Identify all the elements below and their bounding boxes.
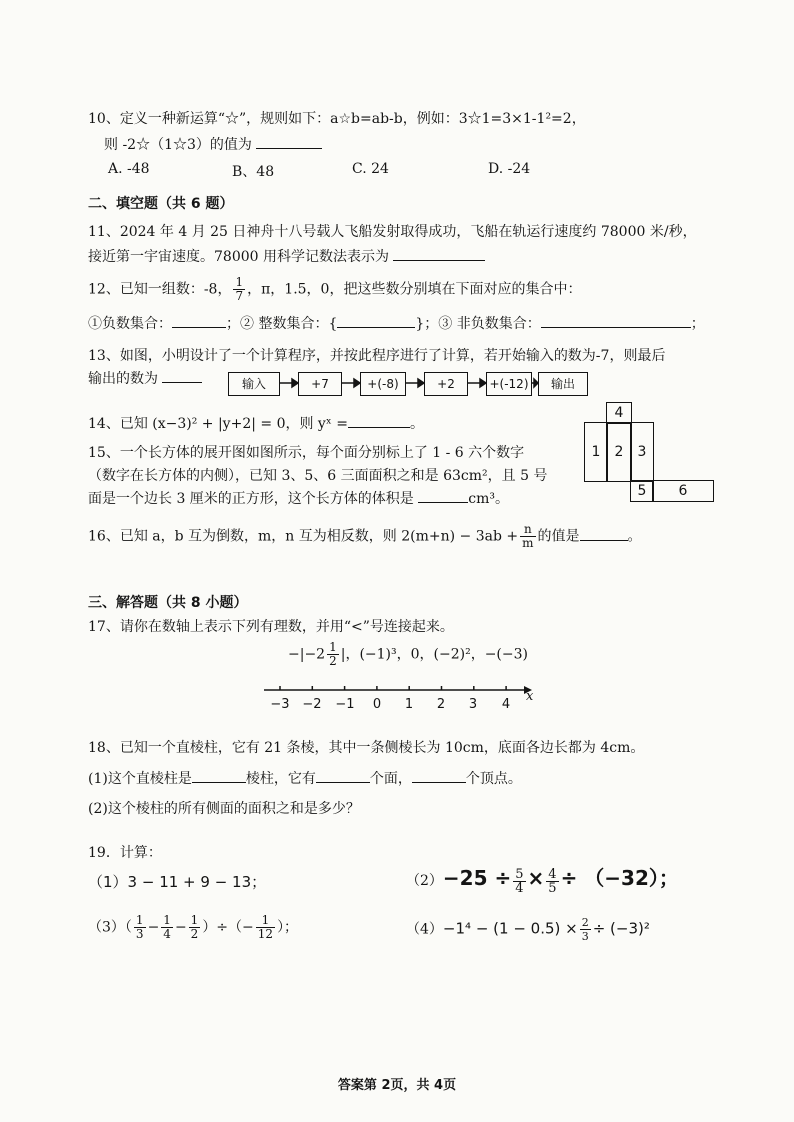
- q10-option-a[interactable]: A. -48: [108, 161, 150, 177]
- q17-frac-num: 1: [329, 640, 337, 654]
- q15-line2: （数字在长方体的内侧），已知 3、5、6 三面面积之和是 63cm²，且 5 号: [88, 468, 548, 484]
- net-face-6: 6: [652, 480, 714, 502]
- q19-title: 19．计算：: [88, 845, 162, 861]
- q19-part3: [88, 914, 298, 941]
- q17-num-rest: |，(−1)³，0，(−2)²，−(−3): [340, 646, 528, 663]
- frac-den: 5: [548, 880, 557, 896]
- q18-p1c: 个面，: [369, 771, 412, 787]
- tick-label: 4: [501, 697, 511, 712]
- q10-option-b[interactable]: B、48: [232, 164, 275, 180]
- q19-p3-label: （3）（: [88, 919, 132, 936]
- axis-label-x: x: [526, 689, 534, 704]
- tick-label: 0: [372, 697, 382, 712]
- q10-line1: 10、定义一种新运算“☆”，规则如下：a☆b=ab-b，例如：3☆1=3×1-1²=2，: [88, 111, 586, 127]
- q19-p4-label: （4）: [406, 921, 443, 938]
- q18-part2: (2)这个棱柱的所有侧面的面积之和是多少？: [88, 801, 360, 817]
- tick-label: 3: [468, 697, 478, 712]
- frac-num: 1: [190, 913, 199, 927]
- net-face-1: 1: [584, 422, 608, 482]
- frac-den: 2: [190, 927, 199, 941]
- q10-answer-blank[interactable]: [256, 148, 322, 149]
- q19-part4: [406, 916, 650, 943]
- q19-p3-end: ）；: [277, 919, 299, 936]
- net-face-4: 4: [606, 402, 632, 424]
- q11-line1: 11、2024 年 4 月 25 日神舟十八号载人飞船发射取得成功，飞船在轨运行速度约 78000 米/秒，: [88, 224, 697, 240]
- q18-text: 18、已知一个直棱柱，它有 21 条棱，其中一条侧棱长为 10cm，底面各边长都为 4cm。: [88, 740, 645, 756]
- q11-line2: [88, 246, 485, 266]
- flow-step-sub8: +(-8): [360, 372, 406, 396]
- frac-den: 12: [257, 927, 274, 941]
- tick-label: 2: [436, 697, 446, 712]
- q12-fraction: [233, 276, 245, 303]
- q15-line1: 15、一个长方体的展开图如图所示，每个面分别标上了 1 - 6 六个数字: [88, 445, 525, 461]
- q18-prism-type-blank[interactable]: [192, 782, 246, 783]
- q12-set3-label: ；③ 非负数集合：: [424, 316, 541, 332]
- q19-p2-a: −25 ÷: [442, 866, 512, 890]
- net-face-3: 3: [630, 422, 654, 482]
- tick-label: 1: [404, 697, 414, 712]
- section3-title: 三、解答题（共 8 小题）: [88, 595, 248, 611]
- frac-num: 1: [256, 914, 275, 928]
- net-face-5: 5: [630, 480, 654, 502]
- q15-line3: [88, 488, 509, 508]
- q19-p3-frac2: [161, 914, 173, 941]
- q13-line2: [88, 368, 202, 388]
- q10-option-d[interactable]: D. -24: [488, 161, 531, 177]
- q15-answer-blank[interactable]: [418, 502, 468, 503]
- q17-text: 17、请你在数轴上表示下列有理数，并用“<”号连接起来。: [88, 619, 454, 635]
- q12-set1-blank[interactable]: [172, 327, 226, 328]
- q16-fraction: [520, 523, 535, 550]
- q13-line1: 13、如图，小明设计了一个计算程序，并按此程序进行了计算，若开始输入的数为-7，则最后: [88, 348, 666, 364]
- q11-answer-blank[interactable]: [393, 260, 485, 261]
- q10-option-c[interactable]: C. 24: [352, 161, 389, 177]
- q19-p3-mid: ）÷（−: [202, 919, 254, 936]
- q16-answer-blank[interactable]: [580, 540, 628, 541]
- q12-suffix: ，π，1.5，0，把这些数分别填在下面对应的集合中：: [247, 281, 582, 298]
- q19-p3-frac1: [134, 914, 146, 941]
- q19-p2-frac2: [546, 868, 558, 895]
- q19-p3-frac3: [189, 914, 201, 941]
- q19-p2-b: ×: [527, 866, 545, 890]
- q14-end: 。: [409, 416, 424, 432]
- q17-num-prefix: −|−2: [288, 646, 326, 663]
- q12-set3-end: ；: [690, 316, 705, 332]
- q16-frac-den: m: [522, 536, 534, 550]
- section2-title: 二、填空题（共 6 题）: [88, 196, 234, 212]
- q12-line1: [88, 276, 581, 303]
- q12-set2-close: }: [415, 316, 425, 332]
- q18-p1d: 个顶点。: [465, 771, 522, 787]
- q19-p4-frac: [580, 916, 591, 943]
- q19-p2-label: （2）: [406, 873, 443, 889]
- net-face-2: 2: [606, 422, 632, 482]
- flow-step-sub12: +(-12): [486, 372, 532, 396]
- q12-set1-label: ①负数集合：: [88, 316, 172, 332]
- q18-faces-blank[interactable]: [316, 782, 370, 783]
- q12-set2-open: {: [328, 316, 338, 332]
- q15-prompt: 面是一个边长 3 厘米的正方形，这个长方体的体积是: [88, 491, 414, 507]
- q16-end: 。: [627, 528, 642, 545]
- q18-part1: [88, 768, 522, 788]
- flow-step-add7: +7: [298, 372, 342, 396]
- q10-prompt: 则 -2☆（1☆3）的值为: [104, 137, 252, 153]
- frac-num: 5: [515, 866, 524, 882]
- q19-part2: [406, 862, 679, 895]
- frac-num: 4: [548, 866, 557, 882]
- q19-p2-c: ÷ （−32）；: [560, 866, 679, 890]
- number-line[interactable]: [258, 676, 538, 716]
- q17-numbers: [288, 641, 528, 668]
- q16-line: [88, 523, 642, 550]
- flow-step-add2: +2: [424, 372, 468, 396]
- q16-suffix: 的值是: [537, 528, 580, 545]
- frac-den: 4: [163, 927, 171, 941]
- q19-p3-minus: −: [174, 919, 187, 936]
- flow-input-box: 输入: [228, 372, 280, 396]
- q19-p4-a: −1⁴ − (1 − 0.5) ×: [442, 919, 578, 938]
- q16-prefix: 16、已知 a，b 互为倒数，m，n 互为相反数，则 2(m+n) − 3ab +: [88, 528, 519, 545]
- q14-answer-blank[interactable]: [348, 427, 410, 428]
- q12-set3-blank[interactable]: [541, 327, 691, 328]
- q16-frac-num: n: [520, 523, 535, 537]
- q12-sets: [88, 313, 705, 333]
- q13-answer-blank[interactable]: [162, 382, 202, 383]
- q18-p1a: (1)这个直棱柱是: [88, 771, 192, 787]
- q11-prompt: 接近第一宇宙速度。78000 用科学记数法表示为: [88, 249, 389, 265]
- q18-vertices-blank[interactable]: [412, 782, 466, 783]
- tick-label: −3: [270, 697, 290, 712]
- frac-den: 3: [581, 930, 589, 943]
- q12-set2-blank[interactable]: [337, 327, 415, 328]
- q19-p3-frac4: [256, 914, 275, 941]
- q18-p1b: 棱柱，它有: [245, 771, 316, 787]
- q14-line: [88, 413, 424, 433]
- tick-label: −2: [302, 697, 322, 712]
- frac-num: 1: [135, 913, 144, 927]
- q13-prompt: 输出的数为: [88, 371, 158, 387]
- q19-p2-frac1: [513, 868, 525, 895]
- q15-unit: cm³。: [468, 491, 509, 507]
- q17-fraction: [327, 641, 339, 668]
- q17-frac-den: 2: [329, 654, 337, 668]
- frac-num: 2: [581, 916, 589, 929]
- tick-label: −1: [335, 697, 355, 712]
- q12-frac-num: 1: [235, 275, 244, 289]
- frac-num: 1: [163, 913, 171, 927]
- flow-output-box: 输出: [538, 372, 588, 396]
- q19-p4-b: ÷ (−3)²: [592, 919, 650, 938]
- q10-line2: [104, 134, 322, 154]
- frac-den: 3: [135, 927, 144, 941]
- page-footer: 答案第 2页，共 4页: [337, 1078, 457, 1093]
- frac-den: 4: [515, 880, 524, 896]
- q12-prefix: 12、已知一组数：-8，: [88, 281, 232, 298]
- q19-p3-minus: −: [147, 919, 160, 936]
- q19-part1: （1）3 − 11 + 9 − 13；: [88, 873, 267, 891]
- q12-set2-label: ；② 整数集合：: [226, 316, 329, 332]
- q12-frac-den: 7: [235, 289, 244, 303]
- q14-text: 14、已知 (x−3)² + |y+2| = 0，则 yˣ =: [88, 416, 348, 432]
